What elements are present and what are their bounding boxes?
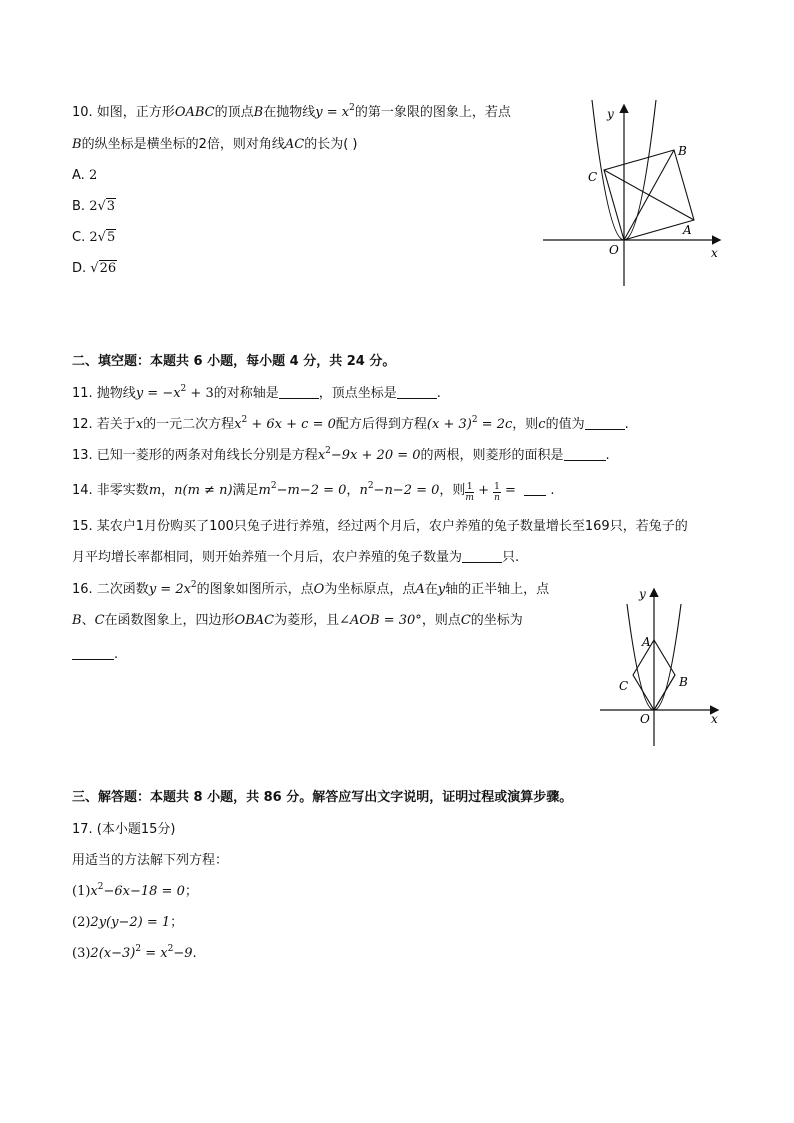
q12-text: 的一元二次方程 (143, 417, 235, 432)
q16-math: ∠AOB = 30° (339, 613, 422, 628)
q16-text: 的图象如图所示，点 (196, 582, 314, 597)
label-x: x (711, 246, 718, 260)
q14-text: ， (161, 483, 175, 498)
label-b: B (679, 675, 688, 689)
q12-text: 的值为 (545, 417, 585, 432)
option-radicand: 26 (99, 261, 117, 276)
q16-text: ，则点 (421, 613, 461, 628)
q16-text: 在 (424, 582, 438, 597)
q10-figure (535, 100, 735, 290)
q16-text: 为坐标原点，点 (324, 582, 416, 597)
q16-math: C (460, 613, 471, 628)
q14-math: m (258, 483, 271, 498)
q10-option-b: B. 2√3 (72, 199, 116, 214)
q14-math: n (359, 483, 368, 498)
fraction-denominator: m (465, 493, 474, 503)
option-coefficient: 2 (89, 199, 98, 214)
q16-math: C (94, 613, 105, 628)
q12-exponent: 2 (241, 415, 248, 425)
q17-math: −9 (173, 946, 193, 961)
q16-math: B (72, 613, 82, 628)
q10-option-d: D. √26 (72, 261, 117, 276)
label-c: C (588, 170, 598, 184)
q10-math: x (341, 105, 350, 120)
q17-math: 2y(y−2) = 1 (90, 915, 171, 930)
q16-text: 的坐标为 (470, 613, 523, 628)
label-y: y (639, 587, 646, 601)
q17-exponent: 2 (97, 882, 104, 892)
q10-option-c: C. 2√5 (72, 230, 116, 245)
option-label: B. (72, 199, 86, 214)
q15-line1: 15. 某农户1月份购买了100只兔子进行养殖，经过两个月后，农户养殖的兔子数量增长至169只，若兔子的 (72, 519, 688, 534)
q10-exponent: 2 (349, 103, 355, 113)
q14-exponent: 2 (270, 481, 277, 491)
fraction-1-over-m (465, 482, 474, 503)
q17-math: −6x−18 = 0 (103, 884, 185, 899)
q10-text: 的长为( ) (304, 137, 358, 152)
q12-math: x (234, 417, 242, 432)
q16-math: y = 2x (148, 582, 191, 597)
q13-text: 的两根，则菱形的面积是 (420, 448, 564, 463)
q12-text: 配方后得到方程 (335, 417, 427, 432)
q10-math: y (315, 105, 323, 120)
q10-text: 的第一象限的图象上，若点 (354, 105, 511, 120)
q15-text: 只. (502, 550, 520, 565)
q14-math: = (500, 483, 521, 498)
q14-math: −m−2 = 0 (276, 483, 347, 498)
q12-text: ，则 (512, 417, 539, 432)
label-c: C (619, 679, 629, 693)
q10-line1 (72, 104, 511, 122)
q17-math: 2(x−3) (90, 946, 136, 961)
segment-ob (654, 675, 675, 710)
answer-blank[interactable] (585, 416, 625, 430)
q11-math: y = −x (135, 386, 181, 401)
q13-math: −9x + 20 = 0 (330, 448, 421, 463)
q10-point-b: B (253, 105, 264, 120)
q16-math: O (313, 582, 325, 597)
q10-diagonal: AC (284, 137, 305, 152)
part-number: (3) (72, 946, 91, 961)
q11-text: 11. 抛物线 (72, 386, 136, 401)
q12-text: 12. 若关于 (72, 417, 136, 432)
q14-text: ， (346, 483, 360, 498)
q14 (72, 482, 554, 503)
label-o: O (640, 712, 650, 726)
q17-part2 (72, 914, 183, 932)
q13 (72, 447, 610, 465)
q12-math: = 2c (477, 417, 513, 432)
part-number: (2) (72, 915, 91, 930)
q15-line2 (72, 549, 519, 567)
section3-heading: 三、解答题：本题共 8 小题，共 86 分。解答应写出文字说明，证明过程或演算步骤。 (72, 790, 573, 805)
q13-text: 13. 已知一菱形的两条对角线长分别是方程 (72, 448, 318, 463)
label-y: y (607, 107, 614, 121)
q12-math: (x + 3) (426, 417, 472, 432)
q10-math: = (322, 105, 342, 120)
q11-text: 的对称轴是 (213, 386, 279, 401)
q17-math: = x (141, 946, 168, 961)
q13-exponent: 2 (325, 446, 331, 456)
q14-math: m (148, 483, 162, 498)
q12-math: x (135, 417, 144, 432)
option-value: 2 (88, 168, 98, 183)
q14-exponent: 2 (367, 481, 374, 491)
answer-blank[interactable] (564, 447, 606, 461)
q16-figure (595, 582, 730, 752)
q12-text: . (624, 417, 629, 432)
q17-exponent: 2 (135, 944, 142, 954)
q16-line3 (72, 646, 118, 664)
q10-text: 的纵坐标是横坐标的2倍，则对角线 (81, 137, 285, 152)
q10-text: 的顶点 (214, 105, 254, 120)
q16-math: A (415, 582, 425, 597)
q16-text: 轴的正半轴上，点 (445, 582, 550, 597)
q14-math: n(m ≠ n) (174, 483, 233, 498)
q14-text: 14. 非零实数 (72, 483, 149, 498)
answer-blank[interactable] (72, 646, 114, 660)
q14-text: . (550, 483, 555, 498)
q12-exponent: 2 (471, 415, 478, 425)
label-o: O (609, 243, 619, 257)
q17-part3 (72, 945, 197, 963)
q10-point-b: B (72, 137, 82, 152)
answer-blank[interactable] (279, 385, 319, 399)
label-b: B (678, 144, 687, 158)
q12-math: + 6x + c = 0 (247, 417, 336, 432)
q17-math: x (90, 884, 98, 899)
label-a: A (683, 223, 692, 237)
q16-line1 (72, 581, 549, 599)
q11-exponent: 2 (180, 384, 187, 394)
q16-text: 、 (81, 613, 95, 628)
option-label: D. (72, 261, 87, 276)
option-radicand: 3 (106, 199, 116, 214)
part-number: (1) (72, 884, 91, 899)
q12 (72, 416, 629, 434)
diagonal-ob (624, 150, 674, 240)
q10-text: 在抛物线 (263, 105, 316, 120)
fraction-denominator: n (494, 493, 500, 503)
q10-option-a (72, 167, 97, 185)
q11-text: . (436, 386, 441, 401)
section2-heading: 二、填空题：本题共 6 小题，每小题 4 分，共 24 分。 (72, 354, 396, 369)
q17-text: . (192, 946, 197, 961)
option-coefficient: 2 (89, 230, 98, 245)
option-label: A. (72, 168, 85, 183)
q14-text: 满足 (232, 483, 259, 498)
q14-math: −n−2 = 0 (373, 483, 440, 498)
q10-text: 10. 如图，正方形 (72, 105, 175, 120)
q11 (72, 385, 441, 403)
q17-title: 17. (本小题15分) (72, 822, 176, 837)
q10-square-name: OABC (174, 105, 215, 120)
option-radicand: 5 (106, 230, 116, 245)
fraction-numerator: 1 (494, 482, 500, 492)
answer-blank[interactable] (462, 549, 502, 563)
fraction-1-over-n (493, 482, 501, 503)
q11-math: + 3 (186, 386, 214, 401)
q16-exponent: 2 (190, 580, 197, 590)
answer-blank[interactable] (524, 482, 546, 496)
fraction-numerator: 1 (466, 482, 473, 492)
q13-math: x (317, 448, 326, 463)
q16-line2 (72, 612, 523, 630)
q17-text: ； (184, 884, 198, 899)
q16-math: OBAC (234, 613, 275, 628)
answer-blank[interactable] (397, 385, 437, 399)
q10-line2 (72, 136, 357, 154)
label-a: A (642, 635, 651, 649)
q16-math: y (437, 582, 446, 597)
q11-text: ，顶点坐标是 (318, 386, 397, 401)
q17-text: ； (170, 915, 184, 930)
q17-exponent: 2 (167, 944, 174, 954)
q14-text: ，则 (439, 483, 466, 498)
q17-part1 (72, 883, 198, 901)
q16-text: 为菱形，且 (274, 613, 340, 628)
q12-math: c (538, 417, 546, 432)
q16-text: . (114, 647, 119, 662)
option-label: C. (72, 230, 86, 245)
q13-text: . (605, 448, 610, 463)
label-x: x (711, 712, 718, 726)
q14-math: + (473, 483, 494, 498)
q16-text: 16. 二次函数 (72, 582, 149, 597)
q17-intro: 用适当的方法解下列方程： (72, 853, 229, 868)
q15-text: 月平均增长率都相同，则开始养殖一个月后，农户养殖的兔子数量为 (72, 550, 463, 565)
q16-text: 在函数图象上，四边形 (104, 613, 235, 628)
